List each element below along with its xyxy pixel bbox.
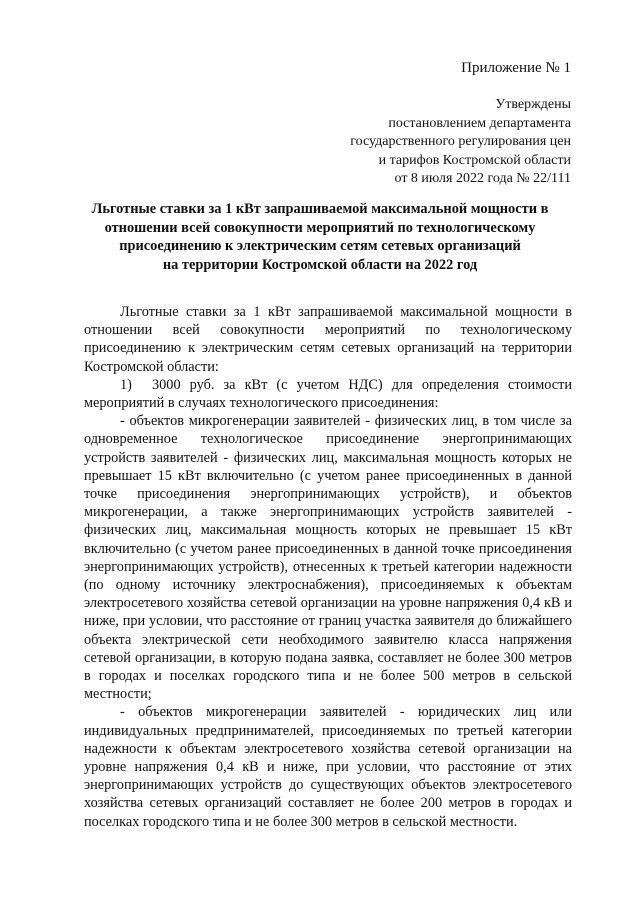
paragraph-legal-entities: - объектов микрогенерации заявителей - юридических лиц или индивидуальных предпринимателей, присоединяемых по третьей категории надежности к объектам электросетевого хозяйства сетевой организации на уровне напряжения 0,4 кВ и ниже, при условии, что расстояние от этих энергопринимающих устройств до существующих объектов электросетевого хозяйства сетевых организаций составляет не более 200 метров в городах и поселках городского типа и не более 300 метров в сельской местности. [84, 704, 572, 830]
title-line: на территории Костромской области на 2022 год [162, 257, 478, 274]
approval-block [350, 96, 571, 189]
list-item-text: 3000 руб. за кВт (с учетом НДС) для определения стоимости мероприятий в случаях технологического присоединения: [84, 376, 572, 412]
approval-line: Утверждены [495, 97, 571, 112]
document-body [84, 303, 572, 831]
title-line: отношении всей совокупности мероприятий по технологическому [104, 219, 536, 236]
approval-date-line: от 8 июля 2022 года № 22/111 [394, 171, 571, 187]
intro-paragraph: Льготные ставки за 1 кВт запрашиваемой максимальной мощности в отношении всей совокупности мероприятий по технологическому присоединению к электрическим сетям сетевых организаций на территории Костромской области: [84, 304, 572, 375]
approval-line: государственного регулирования цен [350, 134, 571, 150]
list-item-number: 1) [120, 376, 132, 393]
document-title [64, 200, 576, 275]
title-line: Льготные ставки за 1 кВт запрашиваемой максимальной мощности в [91, 201, 549, 217]
approval-line: и тарифов Костромской области [378, 152, 571, 168]
list-item-1 [84, 376, 572, 412]
title-line: присоединению к электрическим сетям сетевых организаций [119, 238, 521, 255]
paragraph-individuals: - объектов микрогенерации заявителей - физических лиц, в том числе за одновременное технологическое присоединение энергопринимающих устройств заявителей - физических лиц, максимальная мощность которых не превышает 15 кВт включительно (с учетом ранее присоединенных в данной точке присоединения энергопринимающих устройств), и объектов микрогенерации, а также энергопринимающих устройств заявителей - физических лиц, максимальная мощность которых не превышает 15 кВт включительно (с учетом ранее присоединенных в данной точке присоединения энергопринимающих устройств), отнесенных к третьей категории надежности (по одному источнику электроснабжения), присоединяемых к объектам электросетевого хозяйства сетевой организации на уровне напряжения 0,4 кВ и ниже, при условии, что расстояние от границ участка заявителя до ближайшего объекта электрической сети необходимого заявителю класса напряжения сетевой организации, в которую подана заявка, составляет не более 300 метров в городах и поселках городского типа и не более 500 метров в сельской местности; [84, 413, 572, 703]
appendix-label: Приложение № 1 [461, 60, 571, 76]
approval-line: постановлением департамента [388, 115, 571, 131]
